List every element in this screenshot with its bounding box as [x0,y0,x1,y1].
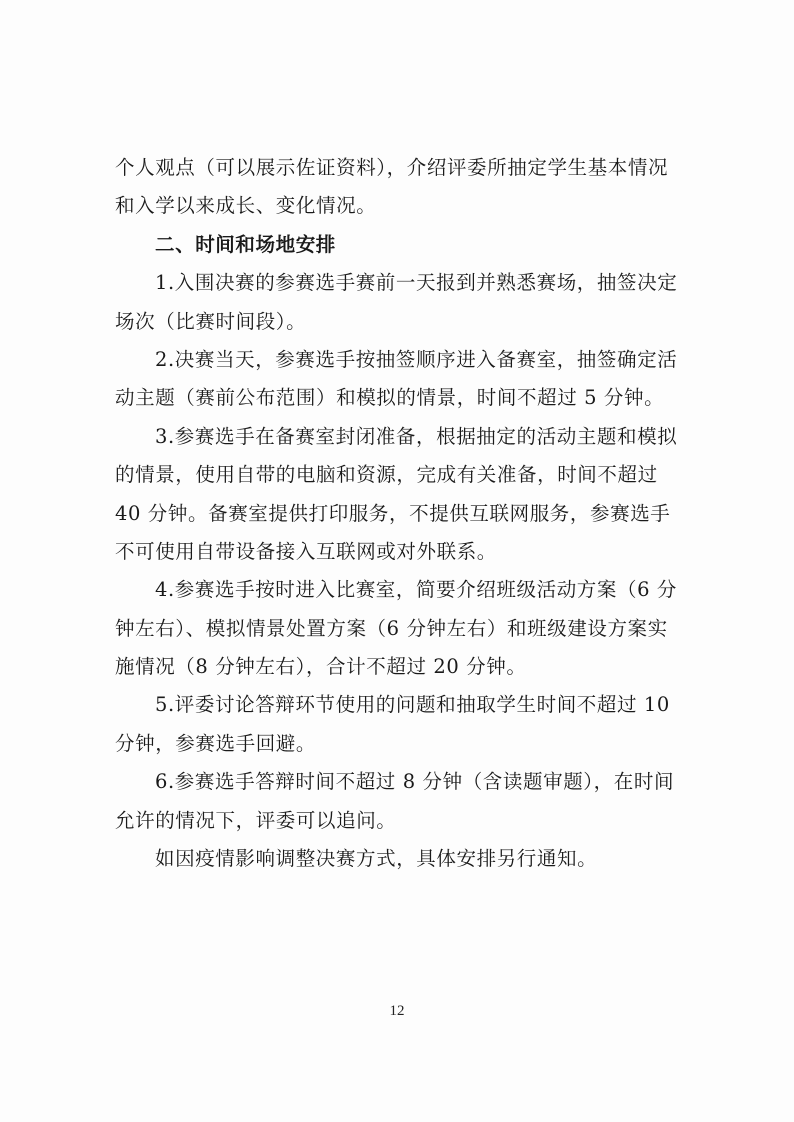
paragraph-line: 40 分钟。备赛室提供打印服务，不提供互联网服务，参赛选手 [115,501,671,525]
paragraph-line: 和入学以来成长、变化情况。 [115,194,377,218]
paragraph-line: 允许的情况下，评委可以追问。 [115,808,397,832]
document-body [115,149,705,878]
paragraph-line: 1.入围决赛的参赛选手赛前一天报到并熟悉赛场，抽签决定 [155,271,678,295]
paragraph-line: 动主题（赛前公布范围）和模拟的情景，时间不超过 5 分钟。 [115,386,665,410]
paragraph-line: 分钟，参赛选手回避。 [115,731,317,755]
paragraph-line: 施情况（8 分钟左右），合计不超过 20 分钟。 [115,655,527,679]
paragraph-line: 6.参赛选手答辩时间不超过 8 分钟（含读题审题），在时间 [155,770,675,794]
paragraph-line: 钟左右）、模拟情景处置方案（6 分钟左右）和班级建设方案实 [115,616,668,640]
paragraph-line: 个人观点（可以展示佐证资料），介绍评委所抽定学生基本情况 [115,156,669,179]
paragraph-line: 场次（比赛时间段）。 [115,309,307,333]
paragraph-line: 不可使用自带设备接入互联网或对外联系。 [115,539,497,563]
paragraph-line: 的情景，使用自带的电脑和资源，完成有关准备，时间不超过 [115,463,658,487]
paragraph-line: 5.评委讨论答辩环节使用的问题和抽取学生时间不超过 10 [155,693,670,717]
paragraph-line: 如因疫情影响调整决赛方式，具体安排另行通知。 [155,847,598,871]
paragraph-line: 3.参赛选手在备赛室封闭准备，根据抽定的活动主题和模拟 [155,424,678,448]
page-number: 12 [389,1003,405,1019]
paragraph-line: 4.参赛选手按时进入比赛室，简要介绍班级活动方案（6 分 [155,578,678,602]
section-heading: 二、时间和场地安排 [155,232,336,256]
paragraph-line: 2.决赛当天，参赛选手按抽签顺序进入备赛室，抽签确定活 [155,347,678,371]
